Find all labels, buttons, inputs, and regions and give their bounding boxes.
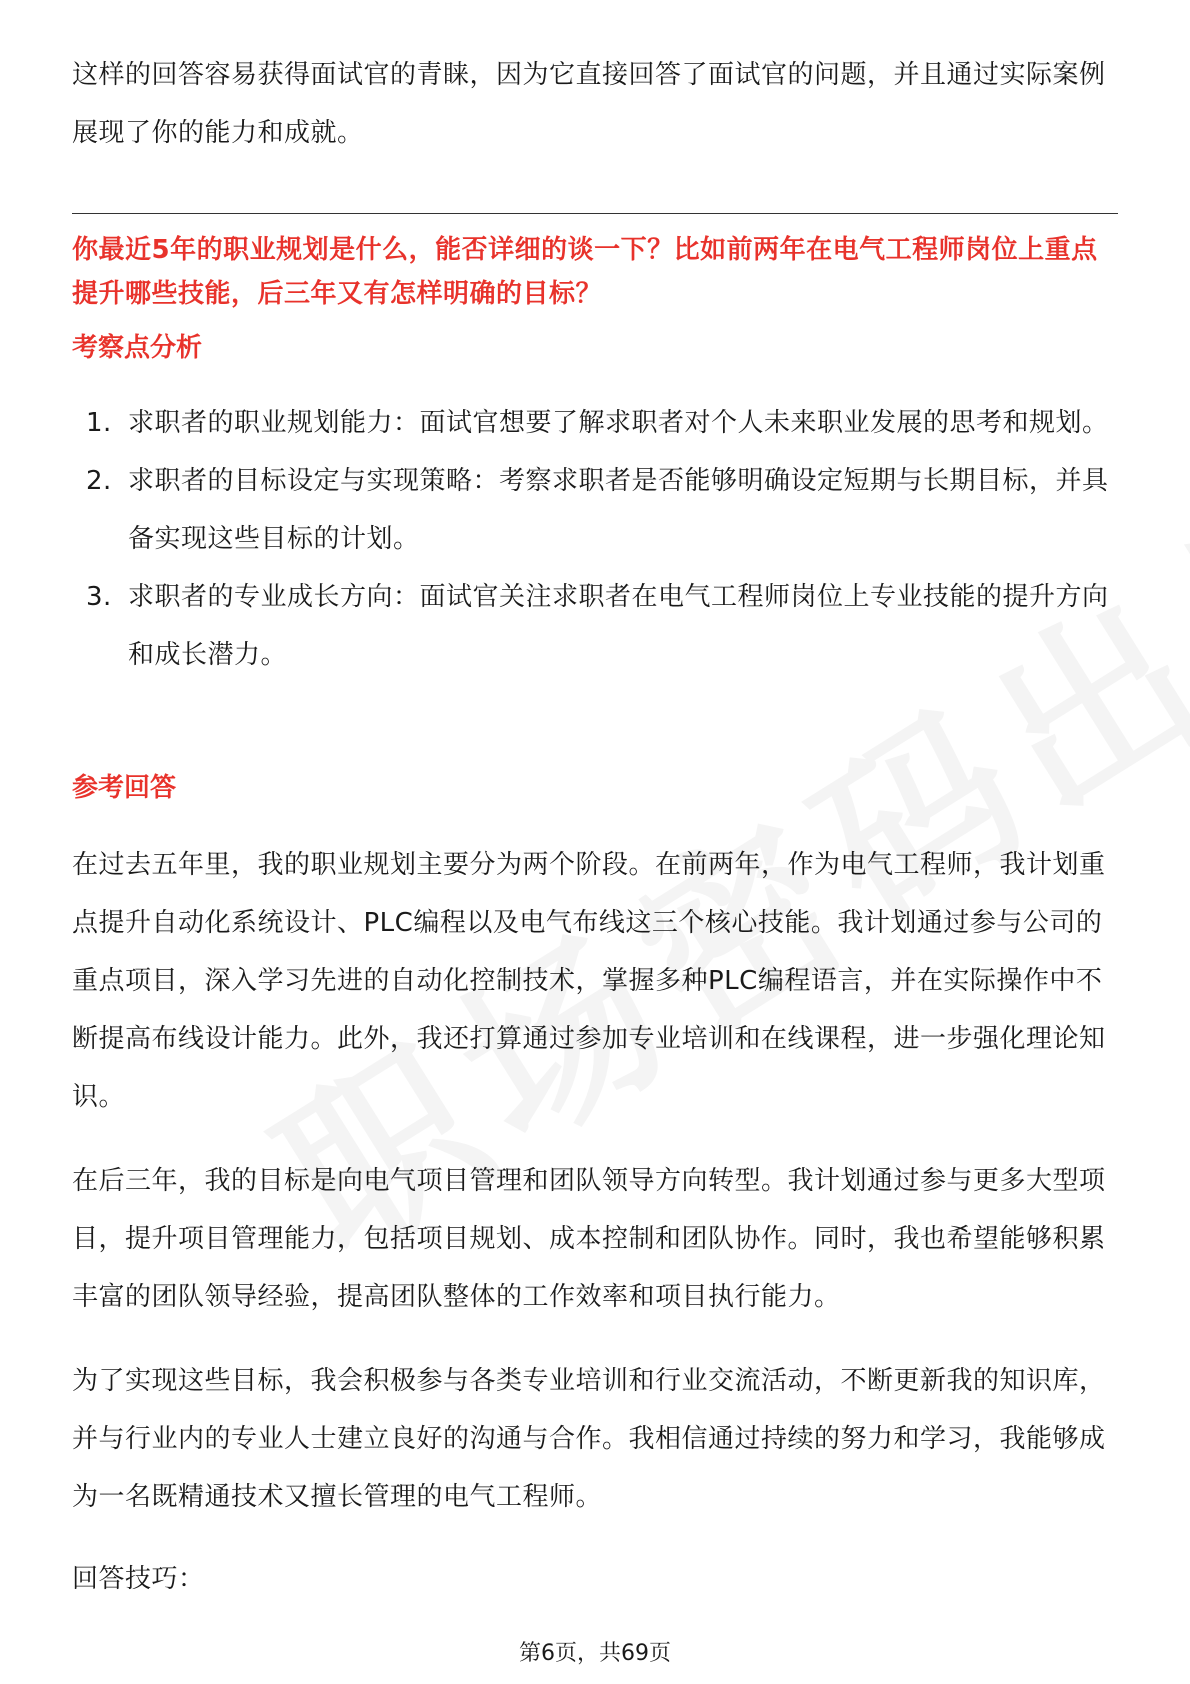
- list-number: 3.: [86, 582, 112, 612]
- list-number: 1.: [86, 408, 112, 438]
- analysis-heading: 考察点分析: [72, 333, 203, 363]
- question-heading: 你最近5年的职业规划是什么，能否详细的谈一下？比如前两年在电气工程师岗位上重点提升哪些技能，后三年又有怎样明确的目标？: [72, 235, 1098, 309]
- tips-heading: 回答技巧：: [72, 1564, 205, 1594]
- list-item-text: 求职者的目标设定与实现策略：考察求职者是否能够明确设定短期与长期目标，并具备实现这些目标的计划。: [128, 466, 1109, 554]
- list-item: [72, 394, 1118, 452]
- answer-paragraph: 在过去五年里，我的职业规划主要分为两个阶段。在前两年，作为电气工程师，我计划重点提升自动化系统设计、PLC编程以及电气布线这三个核心技能。我计划通过参与公司的重点项目，深入学习先进的自动化控制技术，掌握多种PLC编程语言，并在实际操作中不断提高布线设计能力。此外，我还打算通过参加专业培训和在线课程，进一步强化理论知识。: [72, 850, 1106, 1112]
- answer-heading: 参考回答: [72, 773, 177, 803]
- page-footer: 第6页，共69页: [519, 1641, 671, 1666]
- answer-paragraph: 在后三年，我的目标是向电气项目管理和团队领导方向转型。我计划通过参与更多大型项目，提升项目管理能力，包括项目规划、成本控制和团队协作。同时，我也希望能够积累丰富的团队领导经验，提高团队整体的工作效率和项目执行能力。: [72, 1166, 1106, 1312]
- analysis-list: [72, 394, 1118, 684]
- list-item-text: 求职者的职业规划能力：面试官想要了解求职者对个人未来职业发展的思考和规划。: [128, 408, 1109, 438]
- list-item-text: 求职者的专业成长方向：面试官关注求职者在电气工程师岗位上专业技能的提升方向和成长潜力。: [128, 582, 1109, 670]
- list-item: [72, 452, 1118, 568]
- list-number: 2.: [86, 466, 112, 496]
- intro-paragraph: 这样的回答容易获得面试官的青睐，因为它直接回答了面试官的问题，并且通过实际案例展现了你的能力和成就。: [72, 60, 1106, 148]
- section-divider: [72, 213, 1118, 214]
- list-item: [72, 568, 1118, 684]
- answer-paragraph: 为了实现这些目标，我会积极参与各类专业培训和行业交流活动，不断更新我的知识库，并与行业内的专业人士建立良好的沟通与合作。我相信通过持续的努力和学习，我能够成为一名既精通技术又擅长管理的电气工程师。: [72, 1366, 1106, 1512]
